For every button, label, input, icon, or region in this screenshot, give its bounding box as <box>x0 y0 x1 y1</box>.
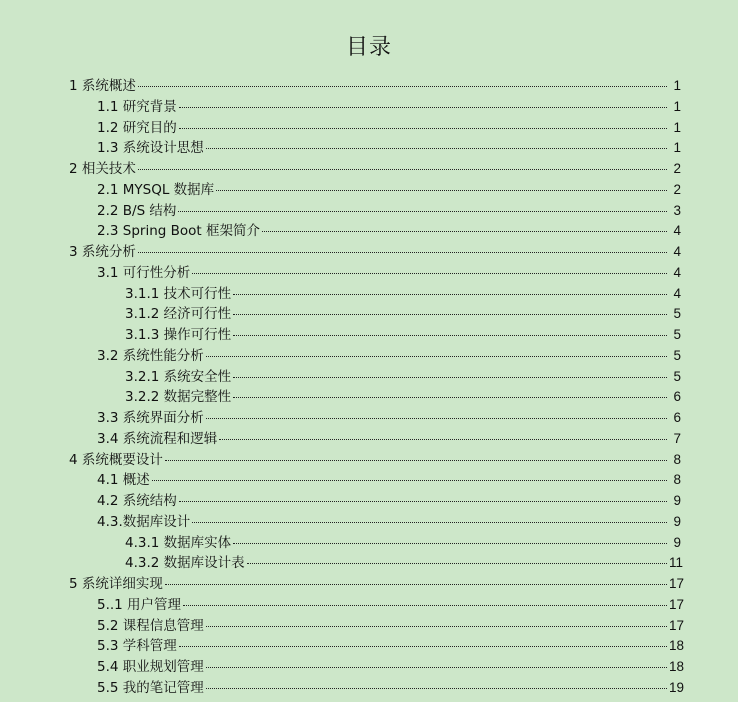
toc-entry-page: 9 <box>673 513 681 529</box>
toc-entry-page: 18 <box>669 659 685 674</box>
dot-leader <box>179 501 667 502</box>
toc-entry-page: 17 <box>669 596 685 612</box>
toc-entry-page: 11 <box>669 555 684 571</box>
toc-entry-page: 4 <box>673 223 681 239</box>
toc-entry-page: 1 <box>673 140 681 156</box>
toc-entry-label: 1 系统概述 <box>69 78 136 94</box>
toc-entry-label: 1.2 研究目的 <box>97 119 177 136</box>
toc-entry[interactable] <box>0 553 738 574</box>
toc-entry-page: 2 <box>673 181 681 197</box>
toc-entry-page: 2 <box>673 161 681 176</box>
dot-leader <box>206 356 667 357</box>
toc-entry[interactable] <box>0 595 738 616</box>
dot-leader <box>152 480 667 481</box>
toc-entry-label: 3.1.2 经济可行性 <box>125 306 232 323</box>
toc-entry[interactable] <box>0 636 738 657</box>
toc-entry-label: 3.2.1 系统安全性 <box>125 368 232 385</box>
toc-entry-page: 6 <box>673 410 681 425</box>
toc-entry-page: 7 <box>673 430 681 446</box>
toc-entry[interactable] <box>0 533 738 554</box>
toc-entry[interactable] <box>0 470 738 491</box>
dot-leader <box>233 314 667 315</box>
toc-entry[interactable] <box>0 118 738 139</box>
toc-entry-page: 4 <box>673 264 681 280</box>
toc-entry-label: 3.1.3 操作可行性 <box>125 327 232 343</box>
toc-entry[interactable] <box>0 512 738 533</box>
toc-entry[interactable] <box>0 491 738 512</box>
toc-entry[interactable] <box>0 242 738 263</box>
toc-entry-label: 4.3.数据库设计 <box>97 513 191 530</box>
dot-leader <box>233 397 667 398</box>
toc-entry-page: 5 <box>673 327 681 342</box>
dot-leader <box>206 626 667 627</box>
toc-entry-page: 9 <box>673 534 681 550</box>
toc-entry-label: 5.2 课程信息管理 <box>97 617 204 634</box>
toc-entry[interactable] <box>0 616 738 637</box>
toc-entry[interactable] <box>0 325 738 346</box>
dot-leader <box>206 688 667 689</box>
dot-leader <box>216 190 667 191</box>
toc-entry[interactable] <box>0 76 738 97</box>
toc-entry[interactable] <box>0 180 738 201</box>
toc-title: 目录 <box>345 35 392 60</box>
toc-entry-label: 2.3 Spring Boot 框架简介 <box>97 223 260 240</box>
toc-entry[interactable] <box>0 304 738 325</box>
toc-entry-page: 3 <box>673 202 681 218</box>
toc-entry-label: 3.1.1 技术可行性 <box>125 285 232 302</box>
toc-entry[interactable] <box>0 97 738 118</box>
toc-entry-label: 2.1 MYSQL 数据库 <box>97 181 215 198</box>
dot-leader <box>183 605 667 606</box>
dot-leader <box>206 667 667 668</box>
dot-leader <box>138 169 667 170</box>
dot-leader <box>219 439 667 440</box>
toc-entry[interactable] <box>0 408 738 429</box>
toc-entry-page: 8 <box>673 472 681 488</box>
dot-leader <box>178 211 667 212</box>
toc-entry[interactable] <box>0 574 738 595</box>
toc-entry-page: 5 <box>673 347 681 363</box>
dot-leader <box>206 418 667 419</box>
toc-entry-label: 2.2 B/S 结构 <box>97 202 177 219</box>
toc-entry-label: 5..1 用户管理 <box>97 596 182 613</box>
dot-leader <box>233 377 667 378</box>
dot-leader <box>233 294 667 295</box>
toc-entry-page: 1 <box>673 78 681 93</box>
toc-entry[interactable] <box>0 678 738 699</box>
dot-leader <box>179 107 667 108</box>
dot-leader <box>138 86 667 87</box>
toc-entry-label: 5.3 学科管理 <box>97 638 177 655</box>
toc-entry[interactable] <box>0 346 738 367</box>
toc-entry-label: 5.4 职业规划管理 <box>97 659 204 675</box>
toc-entry-label: 3.2 系统性能分析 <box>97 347 204 364</box>
toc-entry-page: 6 <box>673 389 681 405</box>
toc-entry-label: 1.3 系统设计思想 <box>97 140 204 157</box>
toc-list <box>0 76 738 699</box>
toc-entry[interactable] <box>0 221 738 242</box>
toc-entry[interactable] <box>0 159 738 180</box>
dot-leader <box>192 522 667 523</box>
toc-entry-page: 5 <box>673 306 681 322</box>
dot-leader <box>247 563 667 564</box>
toc-entry-label: 4.2 系统结构 <box>97 493 177 509</box>
dot-leader <box>138 252 667 253</box>
toc-entry[interactable] <box>0 263 738 284</box>
toc-entry-page: 19 <box>669 679 685 695</box>
dot-leader <box>233 543 667 544</box>
toc-entry-label: 3.3 系统界面分析 <box>97 410 204 426</box>
dot-leader <box>262 231 667 232</box>
toc-entry-label: 1.1 研究背景 <box>97 98 177 115</box>
toc-entry-page: 4 <box>673 244 681 259</box>
toc-entry[interactable] <box>0 367 738 388</box>
toc-entry-page: 17 <box>669 617 685 633</box>
toc-entry-label: 3.4 系统流程和逻辑 <box>97 430 218 447</box>
toc-entry-page: 1 <box>673 119 681 135</box>
toc-entry-label: 3.1 可行性分析 <box>97 264 191 281</box>
toc-entry[interactable] <box>0 450 738 471</box>
toc-entry-page: 4 <box>673 285 681 301</box>
toc-entry-page: 1 <box>673 98 681 114</box>
dot-leader <box>192 273 667 274</box>
toc-entry-label: 3.2.2 数据完整性 <box>125 389 232 406</box>
toc-entry[interactable] <box>0 284 738 305</box>
toc-entry[interactable] <box>0 657 738 678</box>
dot-leader <box>165 460 667 461</box>
toc-entry-label: 2 相关技术 <box>69 161 136 177</box>
toc-entry-label: 4.3.2 数据库设计表 <box>125 555 245 572</box>
toc-entry[interactable] <box>0 387 738 408</box>
toc-entry[interactable] <box>0 138 738 159</box>
toc-entry[interactable] <box>0 201 738 222</box>
toc-entry-page: 5 <box>673 368 681 384</box>
dot-leader <box>165 584 667 585</box>
toc-entry-label: 4.1 概述 <box>97 472 150 489</box>
toc-entry[interactable] <box>0 429 738 450</box>
dot-leader <box>206 148 667 149</box>
toc-entry-page: 17 <box>669 576 685 591</box>
toc-entry-label: 5 系统详细实现 <box>69 576 163 592</box>
toc-entry-label: 5.5 我的笔记管理 <box>97 679 204 696</box>
toc-entry-label: 4 系统概要设计 <box>69 451 163 468</box>
toc-entry-page: 8 <box>673 451 681 467</box>
toc-entry-label: 4.3.1 数据库实体 <box>125 534 232 551</box>
toc-entry-label: 3 系统分析 <box>69 244 136 260</box>
toc-entry-page: 9 <box>673 493 681 508</box>
dot-leader <box>179 128 667 129</box>
dot-leader <box>179 646 667 647</box>
toc-entry-page: 18 <box>669 638 685 654</box>
dot-leader <box>233 335 667 336</box>
